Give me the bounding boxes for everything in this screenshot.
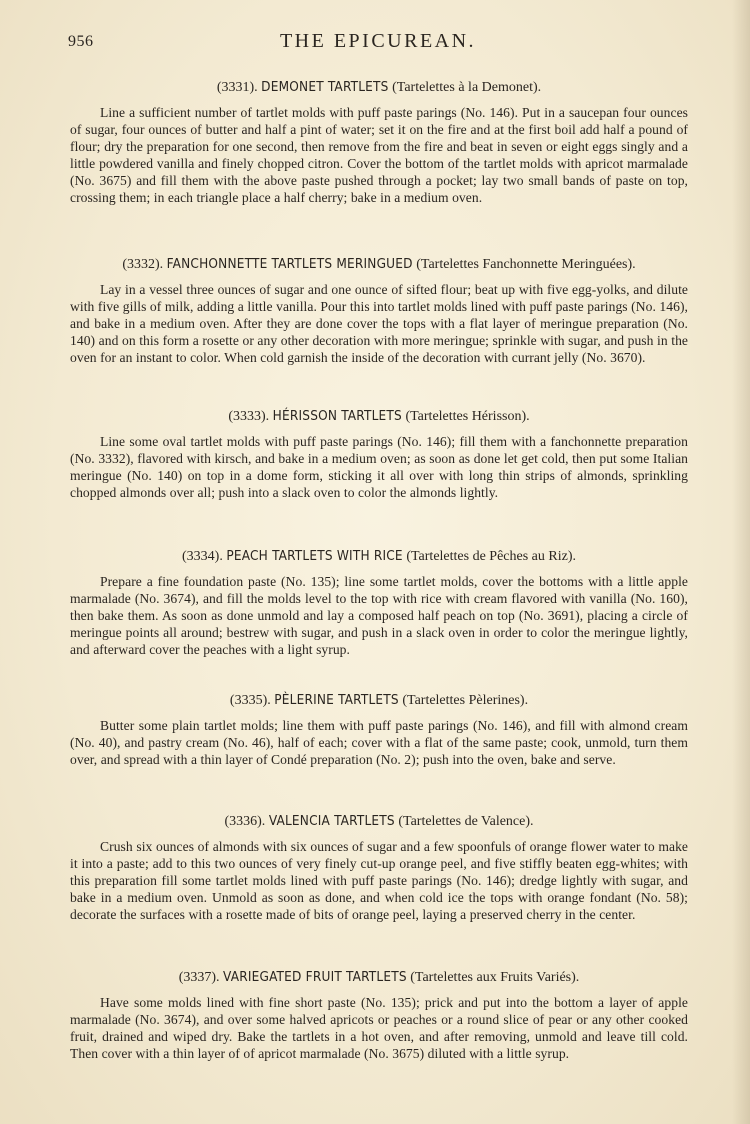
recipe-title: PÈLERINE TARTLETS xyxy=(274,692,399,708)
recipe-number: (3333). xyxy=(228,409,270,424)
recipe-3336 xyxy=(70,812,688,924)
recipe-3337 xyxy=(70,968,688,1063)
recipe-3333 xyxy=(70,407,688,502)
recipe-french-title: (Tartelettes aux Fruits Variés). xyxy=(410,970,580,985)
recipe-title: VALENCIA TARTLETS xyxy=(268,813,395,829)
recipe-french-title: (Tartelettes Pèlerines). xyxy=(402,693,529,708)
recipe-heading xyxy=(70,812,688,831)
recipe-title: VARIEGATED FRUIT TARTLETS xyxy=(223,969,407,985)
recipe-3332 xyxy=(70,255,688,367)
recipe-number: (3334). xyxy=(182,549,223,564)
recipe-title: DEMONET TARTLETS xyxy=(261,79,389,95)
recipe-french-title: (Tartelettes Hérisson). xyxy=(405,409,530,424)
recipe-heading xyxy=(70,547,688,566)
recipe-number: (3331). xyxy=(216,80,258,95)
recipe-3334 xyxy=(70,547,688,659)
recipe-body: Prepare a fine foundation paste (No. 135); line some tartlet molds, cover the bottoms with a little apple marmalade (No. 3674), and fill the molds level to the top with rice with cream flavored with vanilla (No. 160), then bake them. As soon as done unmold and lay a composed half peach on top (No. 3691), placing a circle of meringue points all around; bestrew with sugar, and push in a slack oven in order to color the meringue lightly, and afterward cover the peaches with a light syrup. xyxy=(70,574,688,657)
recipe-body: Butter some plain tartlet molds; line them with puff paste parings (No. 146), and fill with almond cream (No. 40), and pastry cream (No. 46), half of each; cover with a flat of the same paste; cook, unmold, turn them over, and spread with a thin layer of Condé preparation (No. 2); push into the oven, bake and serve. xyxy=(70,718,688,767)
recipe-heading xyxy=(70,968,688,987)
recipe-body: Lay in a vessel three ounces of sugar and one ounce of sifted flour; beat up with five egg-yolks, and dilute with five gills of milk, adding a little vanilla. Pour this into tartlet molds lined with puff paste parings (No. 146), and bake in a medium oven. After they are done cover the tops with a flat layer of meringue preparation (No. 140) and on this form a rosette or any other decoration with more meringue; sprinkle with sugar, and push in the oven for an instant to color. When cold garnish the inside of the decoration with currant jelly (No. 3670). xyxy=(70,282,688,365)
recipe-body: Line some oval tartlet molds with puff paste parings (No. 146); fill them with a fanchonnette preparation (No. 3332), flavored with kirsch, and bake in a medium oven; as soon as done let get cold, then put some Italian meringue (No. 140) on top in a dome form, sticking it all over with long thin strips of almonds, sprinkling chopped almonds over all; push into a slack oven to color the almonds lightly. xyxy=(70,434,688,500)
page-edge-shadow xyxy=(732,0,750,1124)
recipe-body: Have some molds lined with fine short paste (No. 135); prick and put into the bottom a layer of apple marmalade (No. 3674), and over some halved apricots or peaches or a round slice of pear or any other cooked fruit, drained and wiped dry. Bake the tartlets in a hot oven, and after removing, unmold and leave till cold. Then cover with a thin layer of of apricot marmalade (No. 3675) diluted with a little syrup. xyxy=(70,995,688,1061)
recipe-french-title: (Tartelettes à la Demonet). xyxy=(392,80,542,95)
recipe-number: (3332). xyxy=(122,257,164,272)
running-title: THE EPICUREAN. xyxy=(279,30,477,52)
recipe-3335 xyxy=(70,691,688,769)
recipe-heading xyxy=(70,255,688,274)
recipe-number: (3337). xyxy=(178,970,220,985)
page-header xyxy=(68,30,688,56)
recipe-french-title: (Tartelettes de Pêches au Riz). xyxy=(406,549,576,564)
recipe-french-title: (Tartelettes Fanchonnette Meringuées). xyxy=(416,257,636,272)
recipe-french-title: (Tartelettes de Valence). xyxy=(398,814,534,829)
recipe-body: Crush six ounces of almonds with six ounces of sugar and a few spoonfuls of orange flower water to make it into a paste; add to this two ounces of very finely cut-up orange peel, and five stiffly beaten egg-whites; with this preparation fill some tartlet molds lined with puff paste parings (No. 146); dredge lightly with sugar, and bake in a medium oven. Unmold as soon as done, and when cold ice the tops with orange fondant (No. 58); decorate the surfaces with a rosette made of bits of orange peel, laying a preserved cherry in the center. xyxy=(70,839,688,922)
recipe-heading xyxy=(70,78,688,97)
recipe-body: Line a sufficient number of tartlet molds with puff paste parings (No. 146). Put in a saucepan four ounces of sugar, four ounces of butter and half a pint of water; set it on the fire and at the first boil add half a pound of flour; dry the preparation for one second, then remove from the fire and beat in seven or eight eggs singly and a little powdered vanilla and finely chopped citron. Cover the bottom of the tartlet molds with apricot marmalade (No. 3675) and fill them with the above paste pushed through a pocket; lay two small bands of paste on top, crossing them; in each triangle place a half cherry; bake in a medium oven. xyxy=(70,105,688,205)
recipe-title: PEACH TARTLETS WITH RICE xyxy=(226,548,403,564)
recipe-heading xyxy=(70,407,688,426)
recipe-title: HÉRISSON TARTLETS xyxy=(272,408,402,424)
recipe-3331 xyxy=(70,78,688,206)
page-number: 956 xyxy=(68,33,94,50)
recipe-heading xyxy=(70,691,688,710)
recipe-number: (3336). xyxy=(224,814,266,829)
recipe-number: (3335). xyxy=(229,693,271,708)
recipe-title: FANCHONNETTE TARTLETS MERINGUED xyxy=(166,256,413,272)
